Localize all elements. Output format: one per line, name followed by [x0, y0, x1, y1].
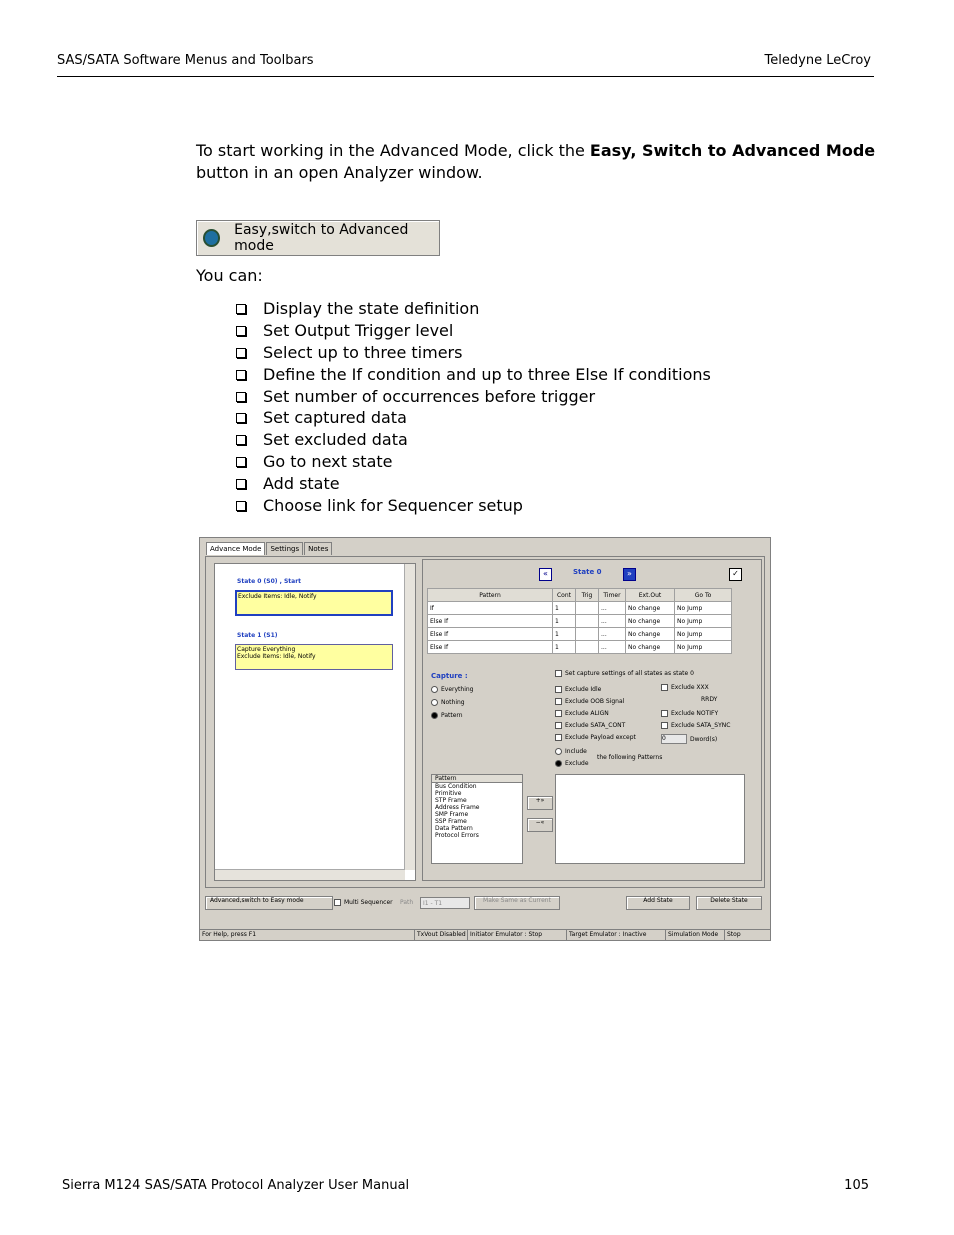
- col-ext-out: Ext.Out: [626, 589, 675, 602]
- table-row[interactable]: [428, 641, 732, 654]
- table-row[interactable]: [428, 615, 732, 628]
- checkbox-label: Exclude NOTIFY: [671, 710, 719, 717]
- timer-cell[interactable]: ...: [599, 602, 626, 615]
- checkbox-label: Exclude Idle: [565, 686, 602, 693]
- path-value: I1 - T1: [423, 899, 443, 907]
- tab-settings[interactable]: Settings: [266, 542, 303, 555]
- trig-cell[interactable]: [576, 602, 599, 615]
- pattern-table: [427, 588, 732, 654]
- status-help: For Help, press F1: [200, 930, 415, 940]
- list-item[interactable]: SMP Frame: [435, 811, 469, 818]
- list-item: [236, 342, 711, 364]
- checkbox-label: Exclude ALIGN: [565, 710, 609, 717]
- list-item-text: Define the If condition and up to three Else If conditions: [263, 364, 711, 384]
- status-stop: Stop: [727, 931, 741, 938]
- goto-cell[interactable]: No Jump: [675, 602, 732, 615]
- pattern-list[interactable]: [431, 774, 523, 864]
- cont-cell[interactable]: 1: [553, 641, 576, 654]
- exclude-radio[interactable]: [555, 760, 589, 767]
- status-txvout: TxVout Disabled: [415, 930, 468, 940]
- status-target: Target Emulator : Inactive: [567, 930, 666, 940]
- exclude-align-checkbox[interactable]: [555, 710, 609, 717]
- ext-cell[interactable]: No change: [626, 628, 675, 641]
- advanced-switch-easy-button[interactable]: [205, 896, 333, 910]
- make-same-button[interactable]: Make Same as Current: [474, 896, 560, 910]
- checkbox-bullet-icon: [236, 479, 246, 489]
- cond-cell[interactable]: Else If: [428, 615, 553, 628]
- tab-content: [205, 556, 765, 888]
- timer-cell[interactable]: ...: [599, 628, 626, 641]
- sequencer-icon: [203, 229, 220, 247]
- exclude-sata-cont-checkbox[interactable]: [555, 722, 625, 729]
- cont-cell[interactable]: 1: [553, 615, 576, 628]
- state-1-title: State 1 (S1): [237, 632, 278, 639]
- checkbox-label: Exclude XXX: [671, 684, 709, 691]
- checkbox-bullet-icon: [236, 501, 246, 511]
- pin-icon[interactable]: ✓: [729, 568, 742, 581]
- header-company: Teledyne LeCroy: [764, 53, 871, 68]
- checkbox-label: Exclude Payload except: [565, 734, 636, 741]
- rrdy-label: RRDY: [701, 696, 718, 703]
- path-label: Path: [400, 899, 414, 906]
- state-0-item: Exclude Items: Idle, Notify: [238, 593, 317, 600]
- col-cont: Cont: [553, 589, 576, 602]
- list-item[interactable]: Primitive: [435, 790, 462, 797]
- list-item: [236, 429, 711, 451]
- you-can-label: You can:: [196, 266, 263, 285]
- col-timer: Timer: [599, 589, 626, 602]
- trig-cell[interactable]: [576, 615, 599, 628]
- list-item-text: Go to next state: [263, 452, 393, 472]
- trig-cell[interactable]: [576, 641, 599, 654]
- checkbox-bullet-icon: [236, 370, 246, 380]
- header-title: SAS/SATA Software Menus and Toolbars: [57, 53, 314, 68]
- list-item: [236, 451, 711, 473]
- col-go-to: Go To: [675, 589, 732, 602]
- capture-nothing-radio[interactable]: [431, 699, 465, 706]
- col-pattern: Pattern: [428, 589, 553, 602]
- pattern-list-header: Pattern: [432, 775, 522, 783]
- cont-cell[interactable]: 1: [553, 602, 576, 615]
- capture-everything-radio[interactable]: [431, 686, 473, 693]
- list-item: [236, 364, 711, 386]
- checkbox-label: Exclude SATA_SYNC: [671, 722, 731, 729]
- checkbox-label: Exclude SATA_CONT: [565, 722, 626, 729]
- following-patterns-label: the following Patterns: [597, 754, 663, 761]
- list-item: [236, 495, 711, 517]
- prev-state-icon[interactable]: «: [539, 568, 552, 581]
- checkbox-label: Set capture settings of all states as state 0: [565, 670, 694, 677]
- cond-cell[interactable]: Else If: [428, 628, 553, 641]
- exclude-oob-checkbox[interactable]: [555, 698, 624, 705]
- horizontal-scrollbar[interactable]: [215, 869, 405, 880]
- cond-cell[interactable]: Else If: [428, 641, 553, 654]
- capture-label: Capture :: [431, 672, 468, 680]
- cont-cell[interactable]: 1: [553, 628, 576, 641]
- checkbox-bullet-icon: [236, 435, 246, 445]
- state-label: State 0: [573, 568, 602, 576]
- footer-manual-title: Sierra M124 SAS/SATA Protocol Analyzer User Manual: [62, 1178, 410, 1193]
- cond-cell[interactable]: If: [428, 602, 553, 615]
- state-settings-pane: [422, 559, 762, 881]
- delete-state-button[interactable]: Delete State: [696, 896, 762, 910]
- list-item[interactable]: STP Frame: [435, 797, 467, 804]
- path-select[interactable]: [420, 897, 470, 909]
- radio-label: Exclude: [565, 760, 589, 767]
- list-item[interactable]: Protocol Errors: [435, 832, 479, 839]
- table-row[interactable]: [428, 628, 732, 641]
- state-0-title: State 0 (S0) , Start: [237, 578, 302, 585]
- remove-pattern-button[interactable]: −«: [527, 818, 553, 832]
- timer-cell[interactable]: ...: [599, 615, 626, 628]
- status-sim-mode: Simulation Mode: [666, 930, 725, 940]
- status-initiator: Initiator Emulator : Stop: [468, 930, 567, 940]
- exclude-xxx-checkbox[interactable]: [661, 684, 709, 691]
- advanced-mode-screenshot: [199, 537, 771, 941]
- checkbox-label: Exclude OOB Signal: [565, 698, 625, 705]
- checkbox-bullet-icon: [236, 348, 246, 358]
- ext-cell[interactable]: No change: [626, 615, 675, 628]
- list-item[interactable]: SSP Frame: [435, 818, 467, 825]
- list-item: [236, 320, 711, 342]
- list-item-text: Set excluded data: [263, 430, 408, 450]
- col-trig: Trig: [576, 589, 599, 602]
- trig-cell[interactable]: [576, 628, 599, 641]
- ext-cell[interactable]: No change: [626, 602, 675, 615]
- button-label: Advanced,switch to Easy mode: [210, 897, 304, 904]
- list-item[interactable]: Address Frame: [435, 804, 480, 811]
- radio-label: Include: [565, 748, 587, 755]
- feature-list: [236, 298, 711, 517]
- state-diagram-pane: [214, 563, 416, 881]
- list-item-text: Select up to three timers: [263, 342, 463, 362]
- list-item-text: Display the state definition: [263, 299, 480, 318]
- checkbox-bullet-icon: [236, 392, 246, 402]
- checkbox-bullet-icon: [236, 304, 246, 314]
- radio-label: Everything: [441, 686, 474, 693]
- next-state-icon[interactable]: »: [623, 568, 636, 581]
- intro-paragraph: [196, 140, 876, 184]
- ext-cell[interactable]: No change: [626, 641, 675, 654]
- easy-switch-label: Easy,switch to Advanced mode: [234, 222, 409, 254]
- list-item: [236, 407, 711, 429]
- list-item[interactable]: Data Pattern: [435, 825, 473, 832]
- checkbox-bullet-icon: [236, 413, 246, 423]
- timer-cell[interactable]: ...: [599, 641, 626, 654]
- include-radio[interactable]: [555, 748, 587, 755]
- table-header-row: [428, 589, 732, 602]
- checkbox-bullet-icon: [236, 457, 246, 467]
- capture-pattern-radio[interactable]: [431, 712, 463, 719]
- intro-bold: Easy, Switch to Advanced Mode: [589, 141, 876, 160]
- set-capture-all-checkbox[interactable]: [555, 670, 694, 677]
- radio-label: Pattern: [441, 712, 463, 719]
- list-item-text: Set number of occurrences before trigger: [263, 386, 596, 406]
- intro-suffix: button in an open Analyzer window.: [196, 163, 483, 182]
- table-row[interactable]: [428, 602, 732, 615]
- tab-notes[interactable]: Notes: [304, 542, 332, 555]
- easy-switch-button-image: [196, 220, 440, 256]
- list-item-text: Choose link for Sequencer setup: [263, 496, 523, 516]
- tab-bar: [206, 542, 333, 555]
- dword-label: Dword(s): [690, 735, 718, 743]
- state-1-item: Exclude Items: Idle, Notify: [237, 653, 316, 660]
- state-1-item: Capture Everything: [237, 646, 296, 653]
- dword-field[interactable]: [661, 734, 717, 744]
- exclude-notify-checkbox[interactable]: [661, 710, 718, 717]
- intro-prefix: To start working in the Advanced Mode, click the: [196, 141, 590, 160]
- add-pattern-button[interactable]: +»: [527, 796, 553, 810]
- exclude-idle-checkbox[interactable]: [555, 686, 601, 693]
- list-item-text: Set captured data: [263, 408, 407, 428]
- list-item-text: Add state: [263, 474, 340, 494]
- state-0-box[interactable]: [235, 590, 393, 616]
- list-item: [236, 298, 711, 320]
- header-rule: [57, 76, 874, 77]
- multi-sequencer-checkbox[interactable]: [334, 899, 393, 906]
- dword-input[interactable]: 0: [661, 734, 687, 744]
- list-item: [236, 386, 711, 408]
- checkbox-label: Multi Sequencer: [344, 899, 393, 906]
- status-bar: [200, 929, 770, 940]
- add-state-button[interactable]: Add State: [626, 896, 690, 910]
- goto-cell[interactable]: No Jump: [675, 641, 732, 654]
- tab-advance-mode[interactable]: Advance Mode: [206, 542, 265, 555]
- goto-cell[interactable]: No Jump: [675, 628, 732, 641]
- state-1-box[interactable]: [235, 644, 393, 670]
- list-item[interactable]: Bus Condition: [435, 783, 477, 790]
- exclude-sata-sync-checkbox[interactable]: [661, 722, 730, 729]
- checkbox-bullet-icon: [236, 326, 246, 336]
- goto-cell[interactable]: No Jump: [675, 615, 732, 628]
- list-item: [236, 473, 711, 495]
- vertical-scrollbar[interactable]: [404, 564, 415, 870]
- list-item-text: Set Output Trigger level: [263, 320, 454, 340]
- radio-label: Nothing: [441, 699, 465, 706]
- page-number: 105: [844, 1178, 869, 1193]
- exclude-payload-checkbox[interactable]: [555, 734, 636, 741]
- selected-patterns-list[interactable]: [555, 774, 745, 864]
